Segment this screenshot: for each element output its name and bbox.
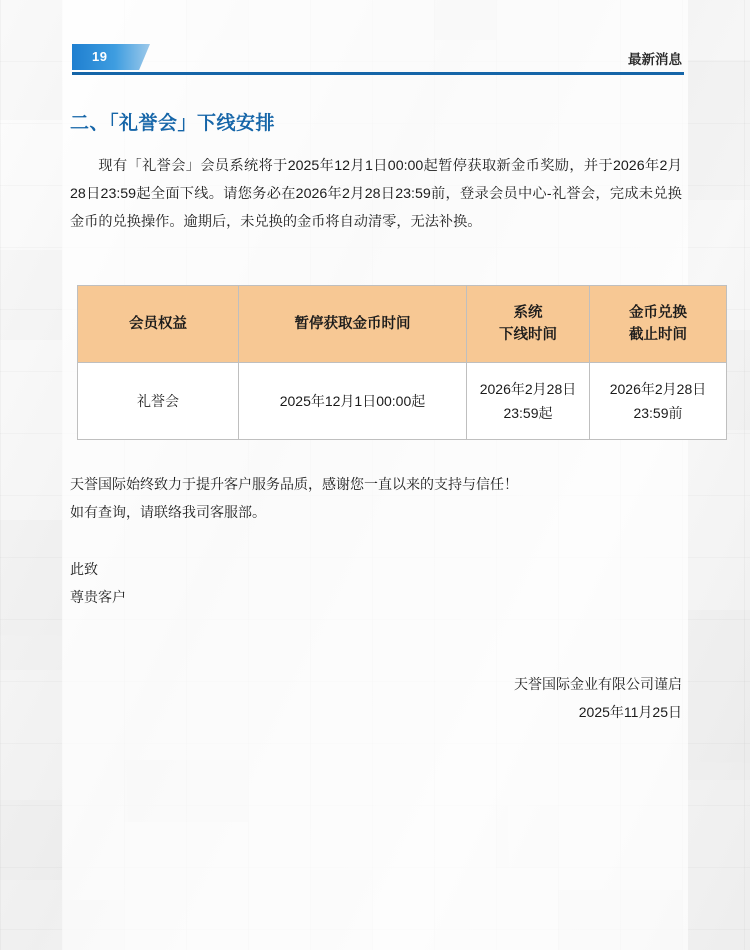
signature-block	[514, 670, 682, 726]
salutation-line-1: 此致	[70, 561, 98, 577]
section-paragraph: 现有「礼誉会」会员系统将于2025年12月1日00:00起暂停获取新金币奖励，并于2026年2月28日23:59起全面下线。请您务必在2026年2月28日23:59前，登录会员中心-礼誉会，完成未兑换金币的兑换操作。逾期后，未兑换的金币将自动清零，无法补换。	[70, 158, 682, 230]
cell-benefit: 礼誉会	[78, 363, 239, 440]
cell-offline-line1: 2026年2月28日	[479, 381, 577, 397]
page-number-tag	[72, 44, 150, 70]
cell-redeem-line2: 23:59前	[633, 405, 683, 421]
page-header	[0, 40, 750, 80]
table-header-cell-benefit: 会员权益	[78, 286, 239, 363]
closing-text	[70, 470, 682, 526]
table-header-cell-offline-time	[467, 286, 590, 363]
table-header-cell-redeem-deadline	[590, 286, 727, 363]
page-number: 19	[92, 49, 108, 64]
closing-line-2: 如有查询，请联络我司客服部。	[70, 504, 266, 520]
header-title: 最新消息	[628, 52, 682, 67]
schedule-table	[77, 285, 727, 440]
table-header-offline-line1: 系统	[513, 305, 543, 321]
schedule-table-wrapper	[77, 285, 707, 440]
closing-line-1: 天誉国际始终致力于提升客户服务品质，感谢您一直以来的支持与信任！	[70, 476, 518, 492]
signature-company: 天誉国际金业有限公司谨启	[514, 676, 682, 692]
signature-date: 2025年11月25日	[578, 704, 682, 720]
table-row	[78, 363, 727, 440]
salutation-line-2: 尊贵客户	[70, 589, 126, 605]
cell-pause-time: 2025年12月1日00:00起	[239, 363, 467, 440]
cell-offline-line2: 23:59起	[503, 405, 553, 421]
table-header-offline-line2: 下线时间	[499, 327, 557, 343]
header-divider	[72, 72, 684, 75]
table-header-redeem-line2: 截止时间	[629, 327, 687, 343]
cell-redeem-deadline	[590, 363, 727, 440]
table-header-redeem-line1: 金币兑换	[629, 305, 687, 321]
table-header-cell-pause-time: 暂停获取金币时间	[239, 286, 467, 363]
cell-offline-time	[467, 363, 590, 440]
salutation-block	[70, 555, 126, 611]
cell-redeem-line1: 2026年2月28日	[609, 381, 707, 397]
table-header-row	[78, 286, 727, 363]
section-heading: 二、「礼誉会」下线安排	[70, 113, 276, 134]
